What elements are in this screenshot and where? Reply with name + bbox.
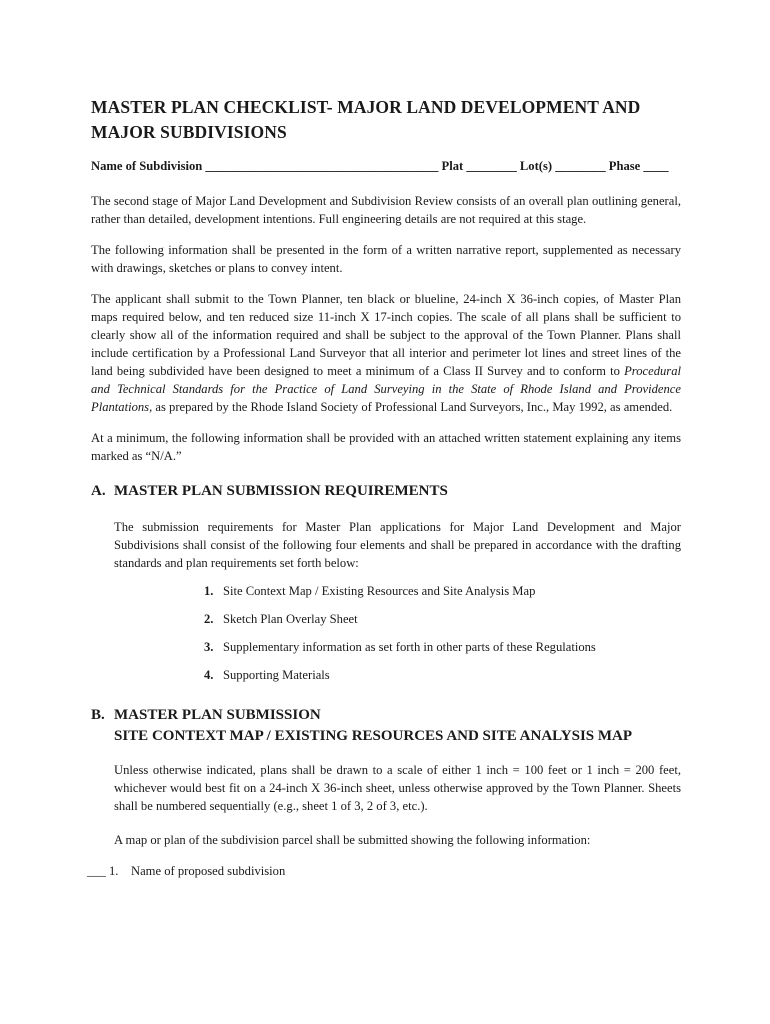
section-b-title-line1: MASTER PLAN SUBMISSION xyxy=(114,707,321,723)
list-item: 4. Supporting Materials xyxy=(204,668,330,682)
section-a-body xyxy=(114,518,681,694)
checklist-blank: ___ xyxy=(87,864,106,878)
submission-elements-list xyxy=(204,582,681,694)
section-a-heading xyxy=(91,481,681,502)
standards-title: Procedural and Technical Standards for the Practice of Land Surveying in the State of Rhode Island and Providence Plantations, xyxy=(91,364,681,414)
intro-paragraph-1: The second stage of Major Land Development and Subdivision Review consists of an overall plan outlining general, rather than detailed, development intentions. Full engineering details are not required at this stage. xyxy=(91,194,681,226)
checklist-text: Name of proposed subdivision xyxy=(131,864,286,878)
section-a-letter: A. xyxy=(91,483,106,499)
map-requirements-intro: A map or plan of the subdivision parcel shall be submitted showing the following information: xyxy=(114,833,591,847)
applicant-text-end: as prepared by the Rhode Island Society of Professional Land Surveyors, Inc., May 1992, as amended. xyxy=(152,400,673,414)
list-item: 1. Site Context Map / Existing Resources and Site Analysis Map xyxy=(204,584,536,598)
section-b-title xyxy=(114,705,632,747)
checklist-number: 1. xyxy=(109,864,119,878)
intro-paragraph-2: The following information shall be presented in the form of a written narrative report, supplemented as necessary with drawings, sketches or plans to convey intent. xyxy=(91,243,681,275)
section-b-heading xyxy=(91,705,681,747)
document-title: MASTER PLAN CHECKLIST- MAJOR LAND DEVELOPMENT AND MAJOR SUBDIVISIONS xyxy=(91,97,641,142)
section-b-letter: B. xyxy=(91,707,105,723)
scale-requirements-paragraph: Unless otherwise indicated, plans shall be drawn to a scale of either 1 inch = 100 feet or 1 inch = 200 feet, whichever would best fit on a 24-inch X 36-inch sheet, unless otherwise approved by the Town Planner. Sheets shall be numbered sequentially (e.g., sheet 1 of 3, 2 of 3, etc.). xyxy=(114,763,681,813)
applicant-text-start: The applicant shall submit to the Town Planner, ten black or blueline, 24-inch X 36-inch copies, of Master Plan maps required below, and ten reduced size 11-inch X 17-inch copies. The scale of all plans shall be sufficient to clearly show all of the information required and shall be subject to the approval of the Town Planner. Plans shall include certification by a Professional Land Surveyor that all interior and perimeter lot lines and street lines of the land being subdivided have been designed to meet a minimum of a Class II Survey and to conform to xyxy=(91,292,681,378)
section-a-title: MASTER PLAN SUBMISSION REQUIREMENTS xyxy=(114,483,448,499)
list-item: 3. Supplementary information as set forth in other parts of these Regulations xyxy=(204,640,596,654)
section-b-body xyxy=(114,761,681,849)
section-a-description: The submission requirements for Master Plan applications for Major Land Development and Major Subdivisions shall consist of the following four elements and shall be prepared in accordance with the drafting standards and plan requirements set forth below: xyxy=(114,520,681,570)
subdivision-info-line: Name of Subdivision _____________________________________ Plat ________ Lot(s) ________ Phase ____ xyxy=(91,159,669,173)
list-item: 2. Sketch Plan Overlay Sheet xyxy=(204,612,358,626)
applicant-paragraph xyxy=(91,290,681,416)
section-b-title-line2: SITE CONTEXT MAP / EXISTING RESOURCES AND SITE ANALYSIS MAP xyxy=(114,728,633,744)
minimum-info-paragraph: At a minimum, the following information shall be provided with an attached written statement explaining any items marked as “N/A.” xyxy=(91,431,681,463)
checklist-item xyxy=(87,862,681,880)
document-page xyxy=(87,95,681,880)
